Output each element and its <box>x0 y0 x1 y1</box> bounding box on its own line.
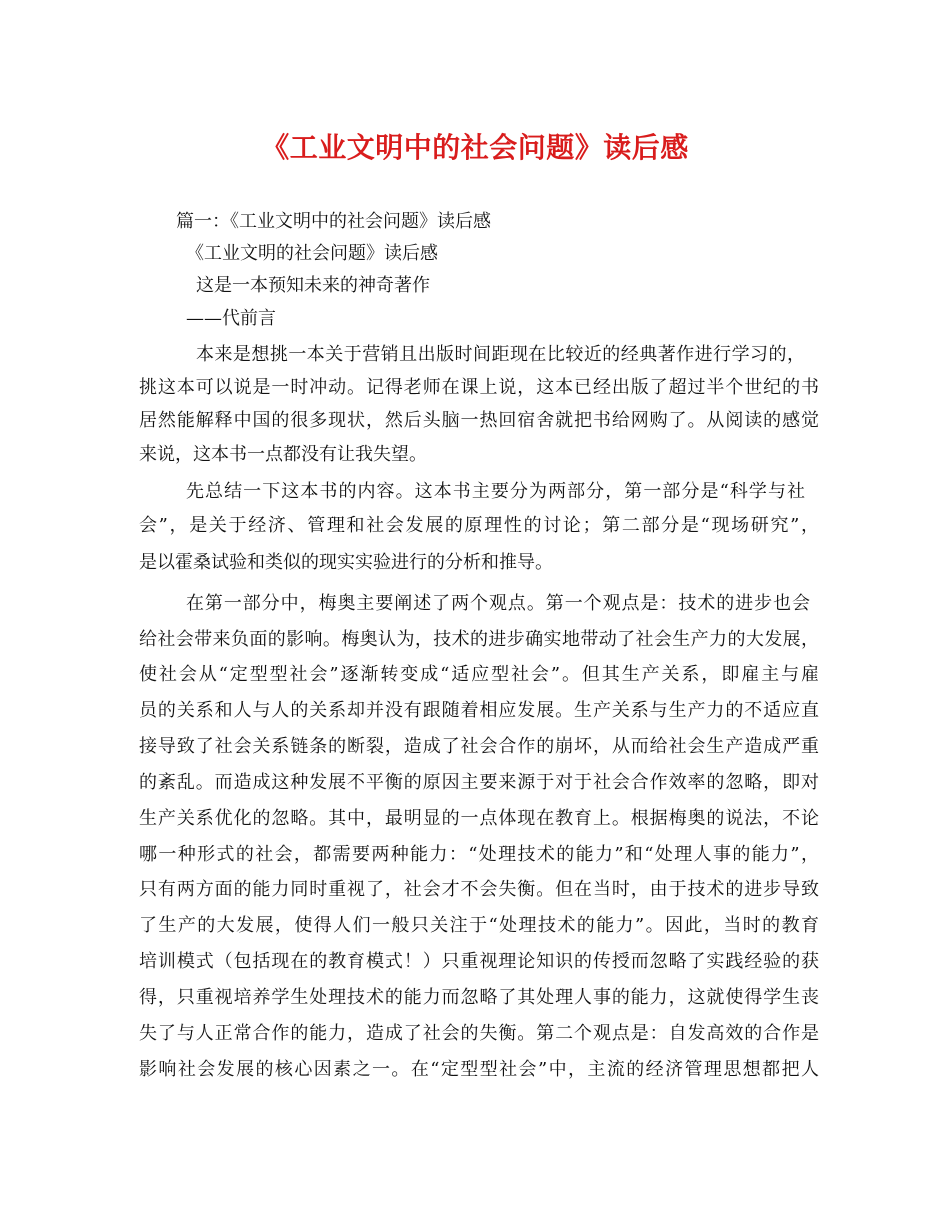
paragraph-3-line: 给社会带来负面的影响。梅奥认为，技术的进步确实地带动了社会生产力的大发展， <box>139 629 819 650</box>
paragraph-3-line: 使社会从“定型型社会”逐渐转变成“适应型社会”。但其生产关系，即雇主与雇 <box>139 664 819 685</box>
paragraph-3-line: 在第一部分中，梅奥主要阐述了两个观点。第一个观点是：技术的进步也会 <box>186 593 810 614</box>
paragraph-2-line: 会”，是关于经济、管理和社会发展的原理性的讨论；第二部分是“现场研究”， <box>139 515 819 536</box>
foreword-line: ——代前言 <box>186 308 276 329</box>
document-title: 《工业文明中的社会问题》读后感 <box>261 131 689 164</box>
paragraph-2-line: 是以霍桑试验和类似的现实实验进行的分析和推导。 <box>139 552 553 573</box>
paragraph-1-line: 来说，这本书一点都没有让我失望。 <box>139 444 427 465</box>
chapter-heading: 篇一：《工业文明中的社会问题》读后感 <box>176 211 491 232</box>
book-title-line: 《工业文明的社会问题》读后感 <box>186 243 438 264</box>
paragraph-3-line: 生产关系优化的忽略。其中，最明显的一点体现在教育上。根据梅奥的说法，不论 <box>139 808 819 829</box>
paragraph-3-line: 失了与人正常合作的能力，造成了社会的失衡。第二个观点是：自发高效的合作是 <box>139 1023 819 1044</box>
paragraph-3-line: 影响社会发展的核心因素之一。在“定型型社会”中，主流的经济管理思想都把人 <box>139 1059 819 1080</box>
paragraph-3-line: 哪一种形式的社会，都需要两种能力：“处理技术的能力”和“处理人事的能力”， <box>139 844 819 865</box>
paragraph-1-line: 挑这本可以说是一时冲动。记得老师在课上说，这本已经出版了超过半个世纪的书 <box>139 377 819 398</box>
paragraph-3-line: 的紊乱。而造成这种发展不平衡的原因主要来源于对于社会合作效率的忽略，即对 <box>139 772 819 793</box>
subtitle-line: 这是一本预知未来的神奇著作 <box>196 275 430 296</box>
paragraph-3-line: 得，只重视培养学生处理技术的能力而忽略了其处理人事的能力，这就使得学生丧 <box>139 987 819 1008</box>
paragraph-1-line: 居然能解释中国的很多现状，然后头脑一热回宿舍就把书给网购了。从阅读的感觉 <box>139 410 819 431</box>
paragraph-3-line: 了生产的大发展，使得人们一般只关注于“处理技术的能力”。因此，当时的教育 <box>139 915 819 936</box>
paragraph-3-line: 培训模式（包括现在的教育模式！）只重视理论知识的传授而忽略了实践经验的获 <box>139 951 819 972</box>
paragraph-3-line: 接导致了社会关系链条的断裂，造成了社会合作的崩坏，从而给社会生产造成严重 <box>139 736 819 757</box>
paragraph-3-line: 只有两方面的能力同时重视了，社会才不会失衡。但在当时，由于技术的进步导致 <box>139 879 819 900</box>
paragraph-1-line: 本来是想挑一本关于营销且出版时间距现在比较近的经典著作进行学习的， <box>196 344 805 365</box>
paragraph-3-line: 员的关系和人与人的关系却并没有跟随着相应发展。生产关系与生产力的不适应直 <box>139 700 819 721</box>
paragraph-2-line: 先总结一下这本书的内容。这本书主要分为两部分，第一部分是“科学与社 <box>186 481 805 502</box>
